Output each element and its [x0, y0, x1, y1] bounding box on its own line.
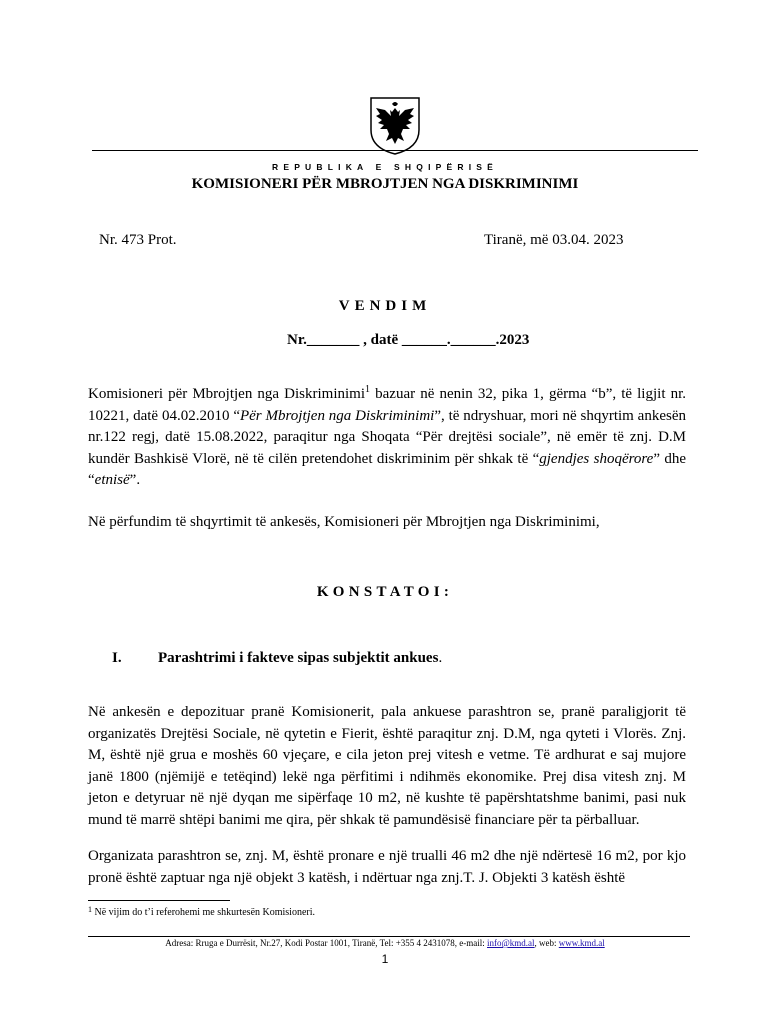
facts-paragraph-1: Në ankesën e depozituar pranë Komisionerit, pala ankuese parashtron se, pranë paraligjorit të organizatës Drejtësi Sociale, në qytetin e Fierit, është paraqitur znj. D.M, nga qyteti i Vlorës. Znj. M, është një grua e moshës 60 vjeçare, e cila jeton prej vitesh e vetme. Të ardhurat e saj mujore janë 1800 (njëmijë e tetëqind) lekë nga përfitimi i ndihmës ekonomike. Prej disa vitesh znj. M jeton e detyruar në një dyqan me sipërfaqe 10 m2, në kushte të papërshtatshme banimi, pasi nuk mund të marrë shtëpi banimi me qira, për shkak të pamundësisë financiare për ta përballuar. [88, 704, 686, 828]
footnote: $^1$ Në vijim do t’i referohemi me shkurtesën Komisioneri. [88, 905, 316, 918]
place-date: Tiranë, më 03.04. 2023 [484, 232, 624, 248]
footnote-rule [88, 900, 230, 901]
facts-paragraph-2: Organizata parashtron se, znj. M, është pronare e një trualli 46 m2 dhe një ndërtesë 16 m2, por kjo pronë është zaptuar nga një objekt 3 katësh, i ndërtuar nga znj.T. J. Objekti 3 katësh është [88, 848, 686, 886]
header-rule [92, 150, 698, 151]
intro-paragraph: Komisioneri për Mbrojtjen nga Diskriminimi$^1$ bazuar në nenin 32, pika 1, gërma “b”, të ligjit nr. 10221, datë 04.02.2010 “Për Mbrojtjen nga Diskriminimi”, të ndryshuar, mori në shqyrtim ankesën nr.122 regj, datë 15.08.2022, paraqitur nga Shoqata “Për drejtësi sociale”, në emër të znj. D.M kundër Bashkisë Vlorë, në të cilën pretendohet diskriminim për shkak të “gjendjes shoqërore” dhe “etnisë”. [88, 384, 686, 488]
email-link[interactable]: info@kmd.al [487, 938, 535, 948]
page-number: 1 [381, 952, 389, 966]
commission-heading: KOMISIONERI PËR MBROJTJEN NGA DISKRIMINIMI [191, 176, 579, 192]
konstatoi-heading: KONSTATOI: [316, 584, 454, 600]
web-link[interactable]: www.kmd.al [558, 938, 605, 948]
footer-address: Adresa: Rruga e Durrësit, Nr.27, Kodi Postar 1001, Tiranë, Tel: +355 4 2431078, e-mail: info@kmd.al, web: www.kmd.al [165, 938, 605, 948]
footer-rule [88, 936, 690, 937]
section-number: I. [112, 650, 122, 666]
decision-title: VENDIM [338, 298, 432, 314]
section-title: Parashtrimi i fakteve sipas subjektit ankues. [158, 650, 443, 666]
protocol-number: Nr. 473 Prot. [99, 232, 177, 248]
conclusion-paragraph: Në përfundim të shqyrtimit të ankesës, Komisioneri për Mbrojtjen nga Diskriminimi, [88, 514, 600, 530]
decision-number-line: Nr._______ , datë ______.______.2023 [287, 332, 530, 348]
republic-heading: REPUBLIKA E SHQIPËRISË [271, 162, 499, 172]
footnote-reference: 1 [365, 384, 371, 395]
albanian-eagle-emblem-icon [368, 96, 422, 156]
